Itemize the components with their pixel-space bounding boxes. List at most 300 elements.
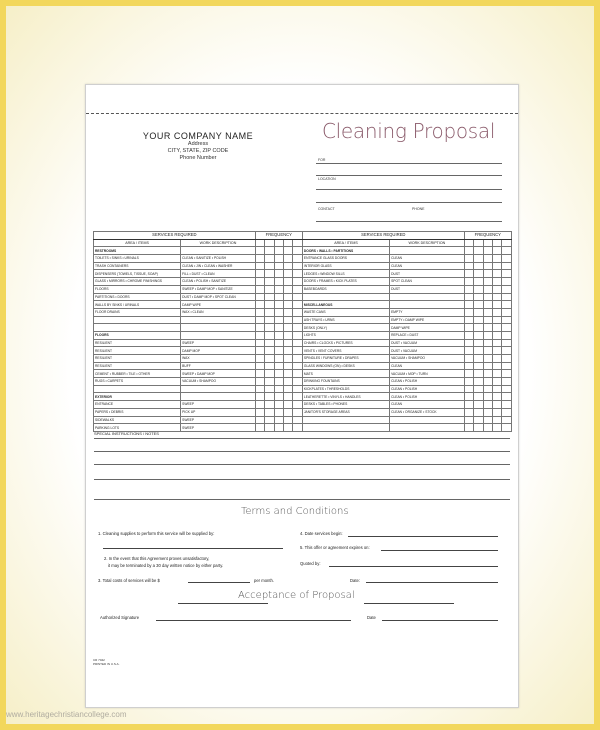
- frequency-cell[interactable]: [284, 393, 293, 401]
- frequency-cell[interactable]: [483, 301, 492, 309]
- frequency-cell[interactable]: [255, 301, 264, 309]
- frequency-cell[interactable]: [483, 378, 492, 386]
- frequency-cell[interactable]: [474, 270, 483, 278]
- frequency-cell[interactable]: [483, 424, 492, 432]
- frequency-cell[interactable]: [483, 270, 492, 278]
- frequency-cell[interactable]: [274, 308, 283, 316]
- work-description-left: SWEEP: [181, 424, 256, 432]
- frequency-cell[interactable]: [474, 255, 483, 263]
- frequency-cell[interactable]: [274, 247, 283, 255]
- frequency-cell[interactable]: [492, 324, 501, 332]
- frequency-cell[interactable]: [255, 355, 264, 363]
- work-description-right: [390, 416, 465, 424]
- proposal-form: [85, 84, 519, 708]
- table-row: [94, 339, 512, 347]
- frequency-cell[interactable]: [255, 285, 264, 293]
- frequency-cell[interactable]: [483, 339, 492, 347]
- frequency-cell[interactable]: [474, 293, 483, 301]
- frequency-cell[interactable]: [492, 355, 501, 363]
- frequency-cell[interactable]: [474, 316, 483, 324]
- acceptance-title: Acceptance of Proposal: [238, 590, 355, 601]
- work-description-left: [181, 324, 256, 332]
- frequency-cell[interactable]: [293, 293, 302, 301]
- frequency-cell[interactable]: [483, 370, 492, 378]
- frequency-cell[interactable]: [265, 255, 274, 263]
- frequency-cell[interactable]: [255, 385, 264, 393]
- frequency-cell[interactable]: [255, 278, 264, 286]
- table-row: [94, 278, 512, 286]
- frequency-cell[interactable]: [274, 301, 283, 309]
- frequency-cell[interactable]: [265, 362, 274, 370]
- frequency-cell[interactable]: [265, 308, 274, 316]
- frequency-cell[interactable]: [483, 408, 492, 416]
- frequency-cell[interactable]: [274, 324, 283, 332]
- work-description-left: CLEAN • SANITIZE • POLISH: [181, 255, 256, 263]
- work-description-right: CLEAN: [390, 262, 465, 270]
- location-field[interactable]: [316, 189, 502, 190]
- frequency-cell[interactable]: [255, 370, 264, 378]
- frequency-cell[interactable]: [492, 285, 501, 293]
- frequency-cell[interactable]: [502, 362, 512, 370]
- frequency-cell[interactable]: [284, 308, 293, 316]
- total-cost-field[interactable]: [188, 582, 250, 583]
- frequency-cell[interactable]: [255, 416, 264, 424]
- frequency-cell[interactable]: [502, 255, 512, 263]
- table-row: [94, 393, 512, 401]
- frequency-cell[interactable]: [502, 424, 512, 432]
- frequency-cell[interactable]: [492, 331, 501, 339]
- frequency-cell[interactable]: [274, 401, 283, 409]
- frequency-cell[interactable]: [293, 401, 302, 409]
- notes-line-4[interactable]: [94, 479, 510, 480]
- frequency-cell[interactable]: [265, 355, 274, 363]
- notes-line-1[interactable]: [94, 438, 510, 439]
- frequency-cell[interactable]: [474, 285, 483, 293]
- terms-title: Terms and Conditions: [241, 506, 349, 517]
- work-description-left: DAMP MOP: [181, 347, 256, 355]
- frequency-cell[interactable]: [284, 355, 293, 363]
- location-field-line2[interactable]: [316, 202, 502, 203]
- frequency-cell[interactable]: [464, 278, 473, 286]
- frequency-cell[interactable]: [502, 316, 512, 324]
- frequency-cell[interactable]: [293, 378, 302, 386]
- frequency-cell[interactable]: [483, 247, 492, 255]
- frequency-cell[interactable]: [293, 339, 302, 347]
- table-row: [94, 285, 512, 293]
- frequency-cell[interactable]: [483, 293, 492, 301]
- notes-line-5[interactable]: [94, 499, 510, 500]
- frequency-cell[interactable]: [293, 416, 302, 424]
- frequency-cell[interactable]: [483, 255, 492, 263]
- frequency-cell[interactable]: [274, 285, 283, 293]
- table-row: [94, 301, 512, 309]
- frequency-cell[interactable]: [274, 262, 283, 270]
- frequency-cell[interactable]: [255, 424, 264, 432]
- work-description-right: DAMP WIPE: [390, 324, 465, 332]
- frequency-cell[interactable]: [483, 278, 492, 286]
- frequency-cell[interactable]: [474, 347, 483, 355]
- frequency-cell[interactable]: [474, 355, 483, 363]
- frequency-cell[interactable]: [464, 393, 473, 401]
- frequency-cell[interactable]: [502, 247, 512, 255]
- frequency-cell[interactable]: [274, 393, 283, 401]
- frequency-cell[interactable]: [293, 301, 302, 309]
- frequency-cell[interactable]: [492, 301, 501, 309]
- frequency-cell[interactable]: [293, 316, 302, 324]
- table-row: [94, 355, 512, 363]
- frequency-cell[interactable]: [464, 316, 473, 324]
- frequency-cell[interactable]: [293, 424, 302, 432]
- frequency-cell[interactable]: [284, 347, 293, 355]
- frequency-cell[interactable]: [255, 262, 264, 270]
- frequency-cell[interactable]: [255, 270, 264, 278]
- frequency-cell[interactable]: [274, 339, 283, 347]
- frequency-cell[interactable]: [284, 339, 293, 347]
- frequency-cell[interactable]: [474, 339, 483, 347]
- frequency-cell[interactable]: [483, 331, 492, 339]
- frequency-cell[interactable]: [265, 316, 274, 324]
- expiration-field[interactable]: [381, 550, 498, 551]
- frequency-cell[interactable]: [464, 331, 473, 339]
- frequency-cell[interactable]: [502, 408, 512, 416]
- frequency-cell[interactable]: [255, 339, 264, 347]
- area-item-right: INTERIOR GLASS: [302, 262, 389, 270]
- frequency-cell[interactable]: [474, 401, 483, 409]
- frequency-cell[interactable]: [255, 393, 264, 401]
- area-item-left: RESILIENT: [94, 362, 181, 370]
- frequency-cell[interactable]: [474, 331, 483, 339]
- table-row: [94, 324, 512, 332]
- frequency-cell[interactable]: [265, 347, 274, 355]
- frequency-cell[interactable]: [265, 324, 274, 332]
- area-item-right: DOORS • FRAMES • KICK PLATES: [302, 278, 389, 286]
- frequency-cell[interactable]: [492, 316, 501, 324]
- frequency-cell[interactable]: [502, 262, 512, 270]
- frequency-cell[interactable]: [492, 408, 501, 416]
- frequency-cell[interactable]: [293, 385, 302, 393]
- frequency-cell[interactable]: [284, 293, 293, 301]
- frequency-cell[interactable]: [265, 339, 274, 347]
- frequency-cell[interactable]: [492, 370, 501, 378]
- frequency-cell[interactable]: [464, 270, 473, 278]
- frequency-cell[interactable]: [483, 393, 492, 401]
- frequency-cell[interactable]: [492, 278, 501, 286]
- frequency-cell[interactable]: [255, 408, 264, 416]
- frequency-cell[interactable]: [274, 255, 283, 263]
- frequency-cell[interactable]: [502, 347, 512, 355]
- frequency-cell[interactable]: [284, 385, 293, 393]
- work-description-right: CLEAN • POLISH: [390, 385, 465, 393]
- acceptance-date-field[interactable]: [382, 620, 498, 621]
- frequency-cell[interactable]: [265, 401, 274, 409]
- frequency-cell[interactable]: [474, 308, 483, 316]
- frequency-cell[interactable]: [502, 339, 512, 347]
- frequency-cell[interactable]: [265, 370, 274, 378]
- frequency-cell[interactable]: [265, 301, 274, 309]
- frequency-cell[interactable]: [293, 255, 302, 263]
- frequency-cell[interactable]: [492, 424, 501, 432]
- frequency-cell[interactable]: [464, 378, 473, 386]
- frequency-cell[interactable]: [492, 262, 501, 270]
- frequency-cell[interactable]: [284, 301, 293, 309]
- frequency-cell[interactable]: [265, 247, 274, 255]
- work-description-right: CLEAN: [390, 255, 465, 263]
- frequency-cell[interactable]: [474, 362, 483, 370]
- frequency-cell[interactable]: [492, 416, 501, 424]
- frequency-cell[interactable]: [274, 278, 283, 286]
- table-row: [94, 331, 512, 339]
- frequency-cell[interactable]: [474, 416, 483, 424]
- work-description-left: [181, 331, 256, 339]
- frequency-cell[interactable]: [483, 385, 492, 393]
- area-item-left: DISPENSERS (TOWELS, TISSUE, SOAP): [94, 270, 181, 278]
- for-field[interactable]: [316, 163, 502, 164]
- frequency-cell[interactable]: [474, 408, 483, 416]
- frequency-cell[interactable]: [255, 293, 264, 301]
- frequency-cell[interactable]: [293, 393, 302, 401]
- frequency-cell[interactable]: [474, 378, 483, 386]
- frequency-cell[interactable]: [284, 408, 293, 416]
- work-description-right: [390, 247, 465, 255]
- table-row: [94, 370, 512, 378]
- frequency-cell[interactable]: [274, 378, 283, 386]
- frequency-cell[interactable]: [502, 370, 512, 378]
- frequency-cell[interactable]: [502, 378, 512, 386]
- area-item-right: JANITOR'S STORAGE AREAS: [302, 408, 389, 416]
- frequency-cell[interactable]: [265, 293, 274, 301]
- frequency-cell[interactable]: [255, 255, 264, 263]
- frequency-cell[interactable]: [274, 370, 283, 378]
- frequency-cell[interactable]: [255, 331, 264, 339]
- frequency-cell[interactable]: [274, 424, 283, 432]
- frequency-cell[interactable]: [284, 316, 293, 324]
- frequency-cell[interactable]: [464, 370, 473, 378]
- work-description-left: WAX • CLEAN: [181, 308, 256, 316]
- frequency-cell[interactable]: [293, 270, 302, 278]
- frequency-cell[interactable]: [464, 424, 473, 432]
- frequency-cell[interactable]: [483, 308, 492, 316]
- frequency-cell[interactable]: [464, 416, 473, 424]
- frequency-cell[interactable]: [284, 285, 293, 293]
- frequency-cell[interactable]: [284, 331, 293, 339]
- frequency-cell[interactable]: [502, 324, 512, 332]
- frequency-cell[interactable]: [492, 378, 501, 386]
- frequency-cell[interactable]: [284, 324, 293, 332]
- frequency-cell[interactable]: [293, 247, 302, 255]
- notes-line-3[interactable]: [94, 464, 510, 465]
- quoted-by-field[interactable]: [329, 566, 498, 567]
- frequency-cell[interactable]: [483, 316, 492, 324]
- frequency-cell[interactable]: [474, 247, 483, 255]
- frequency-cell[interactable]: [265, 270, 274, 278]
- frequency-cell[interactable]: [492, 308, 501, 316]
- frequency-cell[interactable]: [474, 324, 483, 332]
- area-header-right: AREA / ITEMS: [302, 239, 389, 247]
- frequency-cell[interactable]: [483, 401, 492, 409]
- frequency-cell[interactable]: [502, 308, 512, 316]
- frequency-cell[interactable]: [474, 393, 483, 401]
- frequency-cell[interactable]: [274, 316, 283, 324]
- frequency-cell[interactable]: [274, 385, 283, 393]
- frequency-cell[interactable]: [255, 308, 264, 316]
- frequency-cell[interactable]: [284, 362, 293, 370]
- frequency-cell[interactable]: [274, 347, 283, 355]
- frequency-cell[interactable]: [483, 416, 492, 424]
- frequency-cell[interactable]: [502, 416, 512, 424]
- frequency-cell[interactable]: [284, 378, 293, 386]
- frequency-cell[interactable]: [464, 247, 473, 255]
- frequency-cell[interactable]: [293, 262, 302, 270]
- frequency-cell[interactable]: [464, 308, 473, 316]
- frequency-cell[interactable]: [284, 424, 293, 432]
- quote-date-field[interactable]: [366, 582, 498, 583]
- frequency-cell[interactable]: [293, 285, 302, 293]
- frequency-cell[interactable]: [464, 293, 473, 301]
- frequency-cell[interactable]: [464, 324, 473, 332]
- frequency-cell[interactable]: [502, 293, 512, 301]
- frequency-cell[interactable]: [255, 347, 264, 355]
- term-1: 1. Cleaning supplies to perform this service will be supplied by:: [98, 531, 215, 536]
- frequency-cell[interactable]: [284, 416, 293, 424]
- frequency-cell[interactable]: [464, 301, 473, 309]
- frequency-cell[interactable]: [474, 424, 483, 432]
- frequency-cell[interactable]: [474, 262, 483, 270]
- frequency-cell[interactable]: [483, 362, 492, 370]
- frequency-cell[interactable]: [502, 331, 512, 339]
- frequency-cell[interactable]: [464, 362, 473, 370]
- table-row: [94, 270, 512, 278]
- frequency-cell[interactable]: [492, 362, 501, 370]
- frequency-cell[interactable]: [483, 285, 492, 293]
- frequency-cell[interactable]: [464, 285, 473, 293]
- frequency-cell[interactable]: [255, 362, 264, 370]
- frequency-cell[interactable]: [284, 270, 293, 278]
- frequency-cell[interactable]: [464, 347, 473, 355]
- work-description-left: BUFF: [181, 362, 256, 370]
- frequency-cell[interactable]: [293, 308, 302, 316]
- supplies-field[interactable]: [103, 548, 283, 549]
- frequency-cell[interactable]: [464, 255, 473, 263]
- frequency-cell[interactable]: [265, 385, 274, 393]
- frequency-cell[interactable]: [483, 347, 492, 355]
- area-item-left: PAPERS • DEBRIS: [94, 408, 181, 416]
- work-header-left: WORK DESCRIPTION: [181, 239, 256, 247]
- frequency-cell[interactable]: [474, 301, 483, 309]
- frequency-cell[interactable]: [483, 324, 492, 332]
- work-description-right: CLEAN • ORGANIZE • STOCK: [390, 408, 465, 416]
- frequency-cell[interactable]: [293, 362, 302, 370]
- frequency-cell[interactable]: [255, 324, 264, 332]
- frequency-cell[interactable]: [492, 347, 501, 355]
- contact-field[interactable]: [316, 221, 502, 222]
- frequency-cell[interactable]: [274, 362, 283, 370]
- frequency-cell[interactable]: [274, 408, 283, 416]
- frequency-cell[interactable]: [293, 370, 302, 378]
- signature-field[interactable]: [156, 620, 351, 621]
- frequency-cell[interactable]: [274, 416, 283, 424]
- area-item-left: [94, 316, 181, 324]
- frequency-cell[interactable]: [284, 255, 293, 263]
- frequency-cell[interactable]: [265, 285, 274, 293]
- frequency-cell[interactable]: [464, 339, 473, 347]
- table-row: [94, 347, 512, 355]
- frequency-cell[interactable]: [274, 293, 283, 301]
- frequency-cell[interactable]: [265, 408, 274, 416]
- frequency-cell[interactable]: [293, 278, 302, 286]
- frequency-cell[interactable]: [255, 316, 264, 324]
- frequency-cell[interactable]: [492, 255, 501, 263]
- frequency-cell[interactable]: [293, 347, 302, 355]
- watermark: www.heritagechristiancollege.com: [6, 710, 127, 719]
- for-field-line2[interactable]: [316, 175, 502, 176]
- frequency-cell[interactable]: [284, 401, 293, 409]
- frequency-cell[interactable]: [255, 378, 264, 386]
- frequency-cell[interactable]: [502, 385, 512, 393]
- frequency-cell[interactable]: [492, 339, 501, 347]
- frequency-cell[interactable]: [502, 301, 512, 309]
- frequency-cell[interactable]: [284, 247, 293, 255]
- frequency-cell[interactable]: [474, 278, 483, 286]
- area-item-left: RESTROOMS: [94, 247, 181, 255]
- frequency-cell[interactable]: [274, 331, 283, 339]
- frequency-cell[interactable]: [265, 378, 274, 386]
- frequency-cell[interactable]: [464, 385, 473, 393]
- frequency-cell[interactable]: [464, 401, 473, 409]
- notes-line-2[interactable]: [94, 451, 510, 452]
- frequency-cell[interactable]: [464, 355, 473, 363]
- frequency-cell[interactable]: [492, 293, 501, 301]
- frequency-cell[interactable]: [492, 385, 501, 393]
- frequency-cell[interactable]: [492, 247, 501, 255]
- frequency-cell[interactable]: [492, 270, 501, 278]
- frequency-cell[interactable]: [265, 424, 274, 432]
- frequency-cell[interactable]: [502, 401, 512, 409]
- frequency-cell[interactable]: [502, 393, 512, 401]
- frequency-cell[interactable]: [255, 401, 264, 409]
- frequency-cell[interactable]: [274, 270, 283, 278]
- frequency-cell[interactable]: [474, 370, 483, 378]
- frequency-cell[interactable]: [284, 370, 293, 378]
- frequency-cell[interactable]: [265, 278, 274, 286]
- frequency-cell[interactable]: [265, 262, 274, 270]
- frequency-cell[interactable]: [502, 278, 512, 286]
- frequency-cell[interactable]: [293, 355, 302, 363]
- area-item-left: CEMENT • RUBBER • TILE • OTHER: [94, 370, 181, 378]
- frequency-cell[interactable]: [265, 331, 274, 339]
- frequency-cell[interactable]: [274, 355, 283, 363]
- frequency-cell[interactable]: [293, 408, 302, 416]
- frequency-cell[interactable]: [464, 262, 473, 270]
- frequency-cell[interactable]: [293, 331, 302, 339]
- frequency-cell[interactable]: [293, 324, 302, 332]
- frequency-cell[interactable]: [265, 416, 274, 424]
- frequency-cell[interactable]: [474, 385, 483, 393]
- frequency-cell[interactable]: [464, 408, 473, 416]
- start-date-field[interactable]: [348, 536, 498, 537]
- frequency-cell[interactable]: [502, 285, 512, 293]
- frequency-cell[interactable]: [483, 262, 492, 270]
- frequency-cell[interactable]: [502, 355, 512, 363]
- area-item-left: WALLS BY SINKS / URINALS: [94, 301, 181, 309]
- frequency-cell[interactable]: [284, 262, 293, 270]
- frequency-cell[interactable]: [255, 247, 264, 255]
- frequency-cell[interactable]: [492, 393, 501, 401]
- frequency-cell[interactable]: [492, 401, 501, 409]
- frequency-cell[interactable]: [483, 355, 492, 363]
- frequency-cell[interactable]: [502, 270, 512, 278]
- frequency-cell[interactable]: [284, 278, 293, 286]
- frequency-cell[interactable]: [265, 393, 274, 401]
